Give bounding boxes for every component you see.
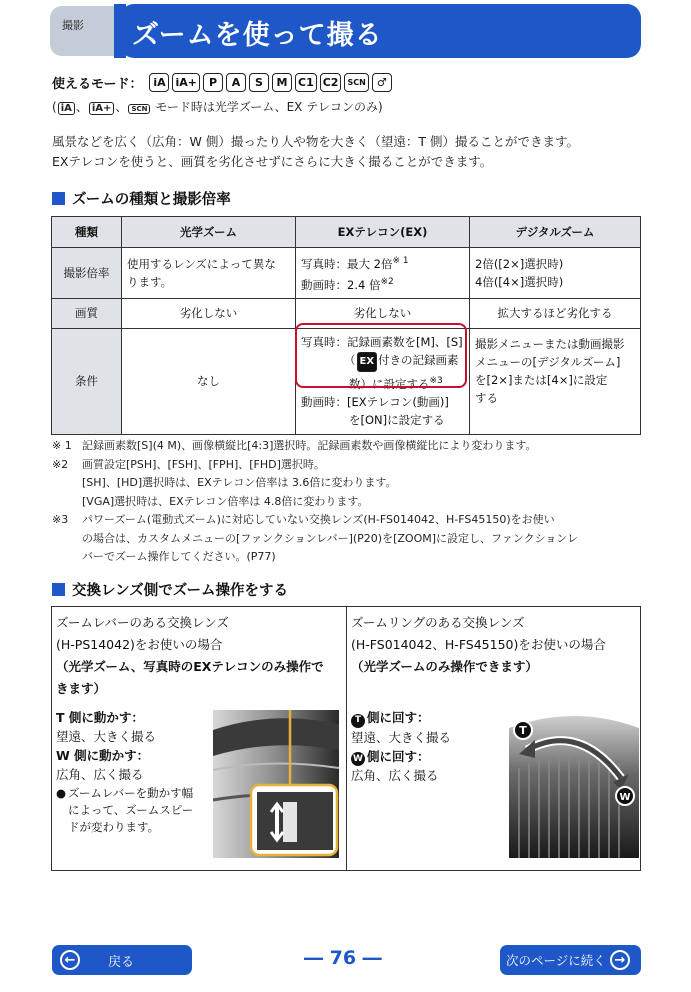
t-side-desc: 望遠、大きく撮る xyxy=(351,729,452,745)
table-cell xyxy=(122,248,296,299)
mode-note: ( iA 、 iA+ 、 SCN モード時は光学ズーム、EX テレコンのみ) xyxy=(52,100,383,114)
table-header: EXテレコン(EX) xyxy=(296,217,470,248)
mode-a-icon: A xyxy=(226,73,246,92)
page-title: ズームを使って撮る xyxy=(132,20,383,51)
w-side-label: W 側に動かす： xyxy=(56,748,150,763)
cell-line: 撮影メニューまたは動画撮影 xyxy=(475,336,625,351)
table-header: 種類 xyxy=(52,217,122,248)
back-arrow-icon: ← xyxy=(60,950,80,970)
lens-heading-bold: （光学ズーム、写真時のEXテレコンのみ操作で xyxy=(56,659,324,674)
next-arrow-icon: → xyxy=(610,950,630,970)
ex-badge-icon: EX xyxy=(357,352,378,372)
section-heading-text: 交換レンズ側でズーム操作をする xyxy=(72,583,288,599)
lens-left-instructions xyxy=(56,708,216,836)
next-label: 次のページに続く xyxy=(506,953,606,968)
t-side-label xyxy=(351,708,501,728)
available-modes xyxy=(52,73,392,92)
section-heading-zoom-types xyxy=(52,188,231,209)
t-circle-icon: T xyxy=(351,714,365,728)
footnote-ref: ※3 xyxy=(429,375,443,386)
footnote xyxy=(52,437,578,456)
section-tab xyxy=(50,6,120,56)
highlight-box xyxy=(295,323,467,388)
section-heading-text: ズームの種類と撮影倍率 xyxy=(72,192,231,208)
mode-m-icon: M xyxy=(272,73,292,92)
cell-text: 動画時：2.4 倍 xyxy=(301,277,381,292)
cell-line: を[2×]または[4×]に設定 xyxy=(475,372,608,387)
section-tab-label: 撮影 xyxy=(62,19,84,32)
lens-heading-line: ズームレバーのある交換レンズ xyxy=(56,615,229,630)
t-side-label: T 側に動かす： xyxy=(56,710,144,725)
lens-heading-line: ズームリングのある交換レンズ xyxy=(351,615,525,630)
cell-line xyxy=(301,273,464,294)
section-heading-lens-zoom xyxy=(52,579,288,600)
next-page-button[interactable] xyxy=(500,945,641,975)
cell-text: 写真時：最大 2倍 xyxy=(301,256,393,271)
zoom-lever-lens-image xyxy=(213,710,339,858)
note-ia-icon: iA xyxy=(58,102,75,115)
lens-heading-line: (H-PS14042)をお使いの場合 xyxy=(56,637,223,652)
cell-line: （ EX 付きの記録画素 xyxy=(301,351,464,372)
w-circle-icon: W xyxy=(351,752,365,766)
row-label: 条件 xyxy=(52,328,122,434)
table-header: デジタルズーム xyxy=(470,217,641,248)
table-cell xyxy=(296,248,470,299)
lens-heading-line: (H-FS014042、H-FS45150)をお使いの場合 xyxy=(351,637,606,652)
bullet-line: ズームレバーを動かす幅 xyxy=(68,786,194,800)
back-label: 戻る xyxy=(108,954,135,970)
note-scn-icon: SCN xyxy=(128,104,150,114)
lens-zoom-box xyxy=(51,606,641,871)
t-side-desc: 望遠、大きく撮る xyxy=(56,729,157,744)
cell-text: 数）に設定する xyxy=(349,376,430,391)
svg-text:T: T xyxy=(519,724,527,737)
cell-line: メニューの[デジタルズーム] xyxy=(475,354,621,369)
lens-right-heading xyxy=(351,612,641,678)
cell-line: ります。 xyxy=(127,274,173,289)
table-cell: なし xyxy=(122,328,296,434)
table-cell: 拡大するほど劣化する xyxy=(470,298,641,328)
cell-line: 2倍([2×]選択時) xyxy=(475,256,564,271)
square-bullet-icon xyxy=(52,583,65,596)
square-bullet-icon xyxy=(52,192,65,205)
cell-line xyxy=(301,252,464,273)
lens-heading-bold: （光学ズームのみ操作できます） xyxy=(351,659,538,674)
intro-text xyxy=(52,132,579,172)
lens-heading-bold: きます） xyxy=(56,681,107,696)
mode-ia-plus-icon: iA+ xyxy=(172,73,200,92)
footnotes xyxy=(52,437,578,567)
footnote-mark: ※ 1 xyxy=(52,439,72,452)
table-cell: 劣化しない xyxy=(296,298,470,328)
row-label: 撮影倍率 xyxy=(52,248,122,299)
w-label-text: 側に回す： xyxy=(367,748,430,764)
footnote-line: パワーズーム(電動式ズーム)に対応していない交換レンズ(H-FS014042、H-FS45150)をお使い xyxy=(82,513,555,526)
mode-p-icon: P xyxy=(203,73,223,92)
page-number: ― 76 ― xyxy=(304,947,382,969)
w-side-label xyxy=(351,747,501,767)
footnote-line: バーでズーム操作してください。(P77) xyxy=(82,550,276,563)
footnote-line: 記録画素数[S](4 M)、画像横縦比[4:3]選択時。記録画素数や画像横縦比により変わります。 xyxy=(82,439,537,452)
cell-line: する xyxy=(475,390,498,405)
bullet-note: ● ズームレバーを動かす幅 によって、ズームスピー ドが変わります。 xyxy=(56,786,194,834)
footnote xyxy=(52,511,578,567)
mode-s-icon: S xyxy=(249,73,269,92)
cell-line: 4倍([4×]選択時) xyxy=(475,274,564,289)
modes-label: 使えるモード： xyxy=(52,77,143,92)
footnote-ref: ※2 xyxy=(380,276,394,287)
lens-right-instructions xyxy=(351,708,501,785)
mode-ia-icon: iA xyxy=(149,73,169,92)
lens-left-heading xyxy=(56,612,346,700)
footnote-ref: ※ 1 xyxy=(392,256,409,266)
mode-c1-icon: C1 xyxy=(295,73,317,92)
intro-line: 風景などを広く（広角：W 側）撮ったり人や物を大きく（望遠：T 側）撮ることができます。 xyxy=(52,134,579,149)
mode-creative-icon: ♂ xyxy=(372,73,392,92)
w-side-desc: 広角、広く撮る xyxy=(56,767,144,782)
footnote-line: の場合は、カスタムメニューの[ファンクションレバー](P20)を[ZOOM]に設定し、ファンクションレ xyxy=(82,531,579,545)
back-button[interactable] xyxy=(52,945,192,975)
bullet-line: によって、ズームスピー xyxy=(68,803,194,817)
mode-note-text: モード時は光学ズーム、EX テレコンのみ) xyxy=(155,100,383,114)
note-ia-plus-icon: iA+ xyxy=(89,102,115,115)
intro-line: EXテレコンを使うと、画質を劣化させずにさらに大きく撮ることができます。 xyxy=(52,154,493,169)
cell-line: 写真時：記録画素数を[M]、[S] xyxy=(301,334,463,349)
footnote-mark: ※2 xyxy=(52,457,69,471)
footnote-line: 画質設定[PSH]、[FSH]、[FPH]、[FHD]選択時。 xyxy=(82,457,325,471)
title-bar xyxy=(120,4,641,58)
table-cell: 劣化しない xyxy=(122,298,296,328)
row-label: 画質 xyxy=(52,298,122,328)
footnote-line: [VGA]選択時は、EXテレコン倍率は 4.8倍に変わります。 xyxy=(82,494,369,508)
footnote-line: [SH]、[HD]選択時は、EXテレコン倍率は 3.6倍に変わります。 xyxy=(82,476,397,489)
table-cell xyxy=(470,328,641,434)
t-label-text: 側に回す： xyxy=(367,710,430,725)
footnote-mark: ※3 xyxy=(52,513,69,526)
cell-line: 使用するレンズによって異な xyxy=(127,256,276,271)
mode-scn-icon: SCN xyxy=(344,73,368,92)
table-header: 光学ズーム xyxy=(122,217,296,248)
w-side-desc: 広角、広く撮る xyxy=(351,768,439,783)
bullet-line: ドが変わります。 xyxy=(68,820,160,834)
cell-line: 動画時：[EXテレコン(動画)] xyxy=(301,394,449,409)
mode-c2-icon: C2 xyxy=(320,73,342,92)
cell-line: を[ON]に設定する xyxy=(349,412,445,427)
zoom-ring-lens-image xyxy=(509,708,639,858)
svg-text:W: W xyxy=(619,792,631,803)
table-cell xyxy=(470,248,641,299)
divider xyxy=(346,607,347,870)
footnote xyxy=(52,456,578,512)
